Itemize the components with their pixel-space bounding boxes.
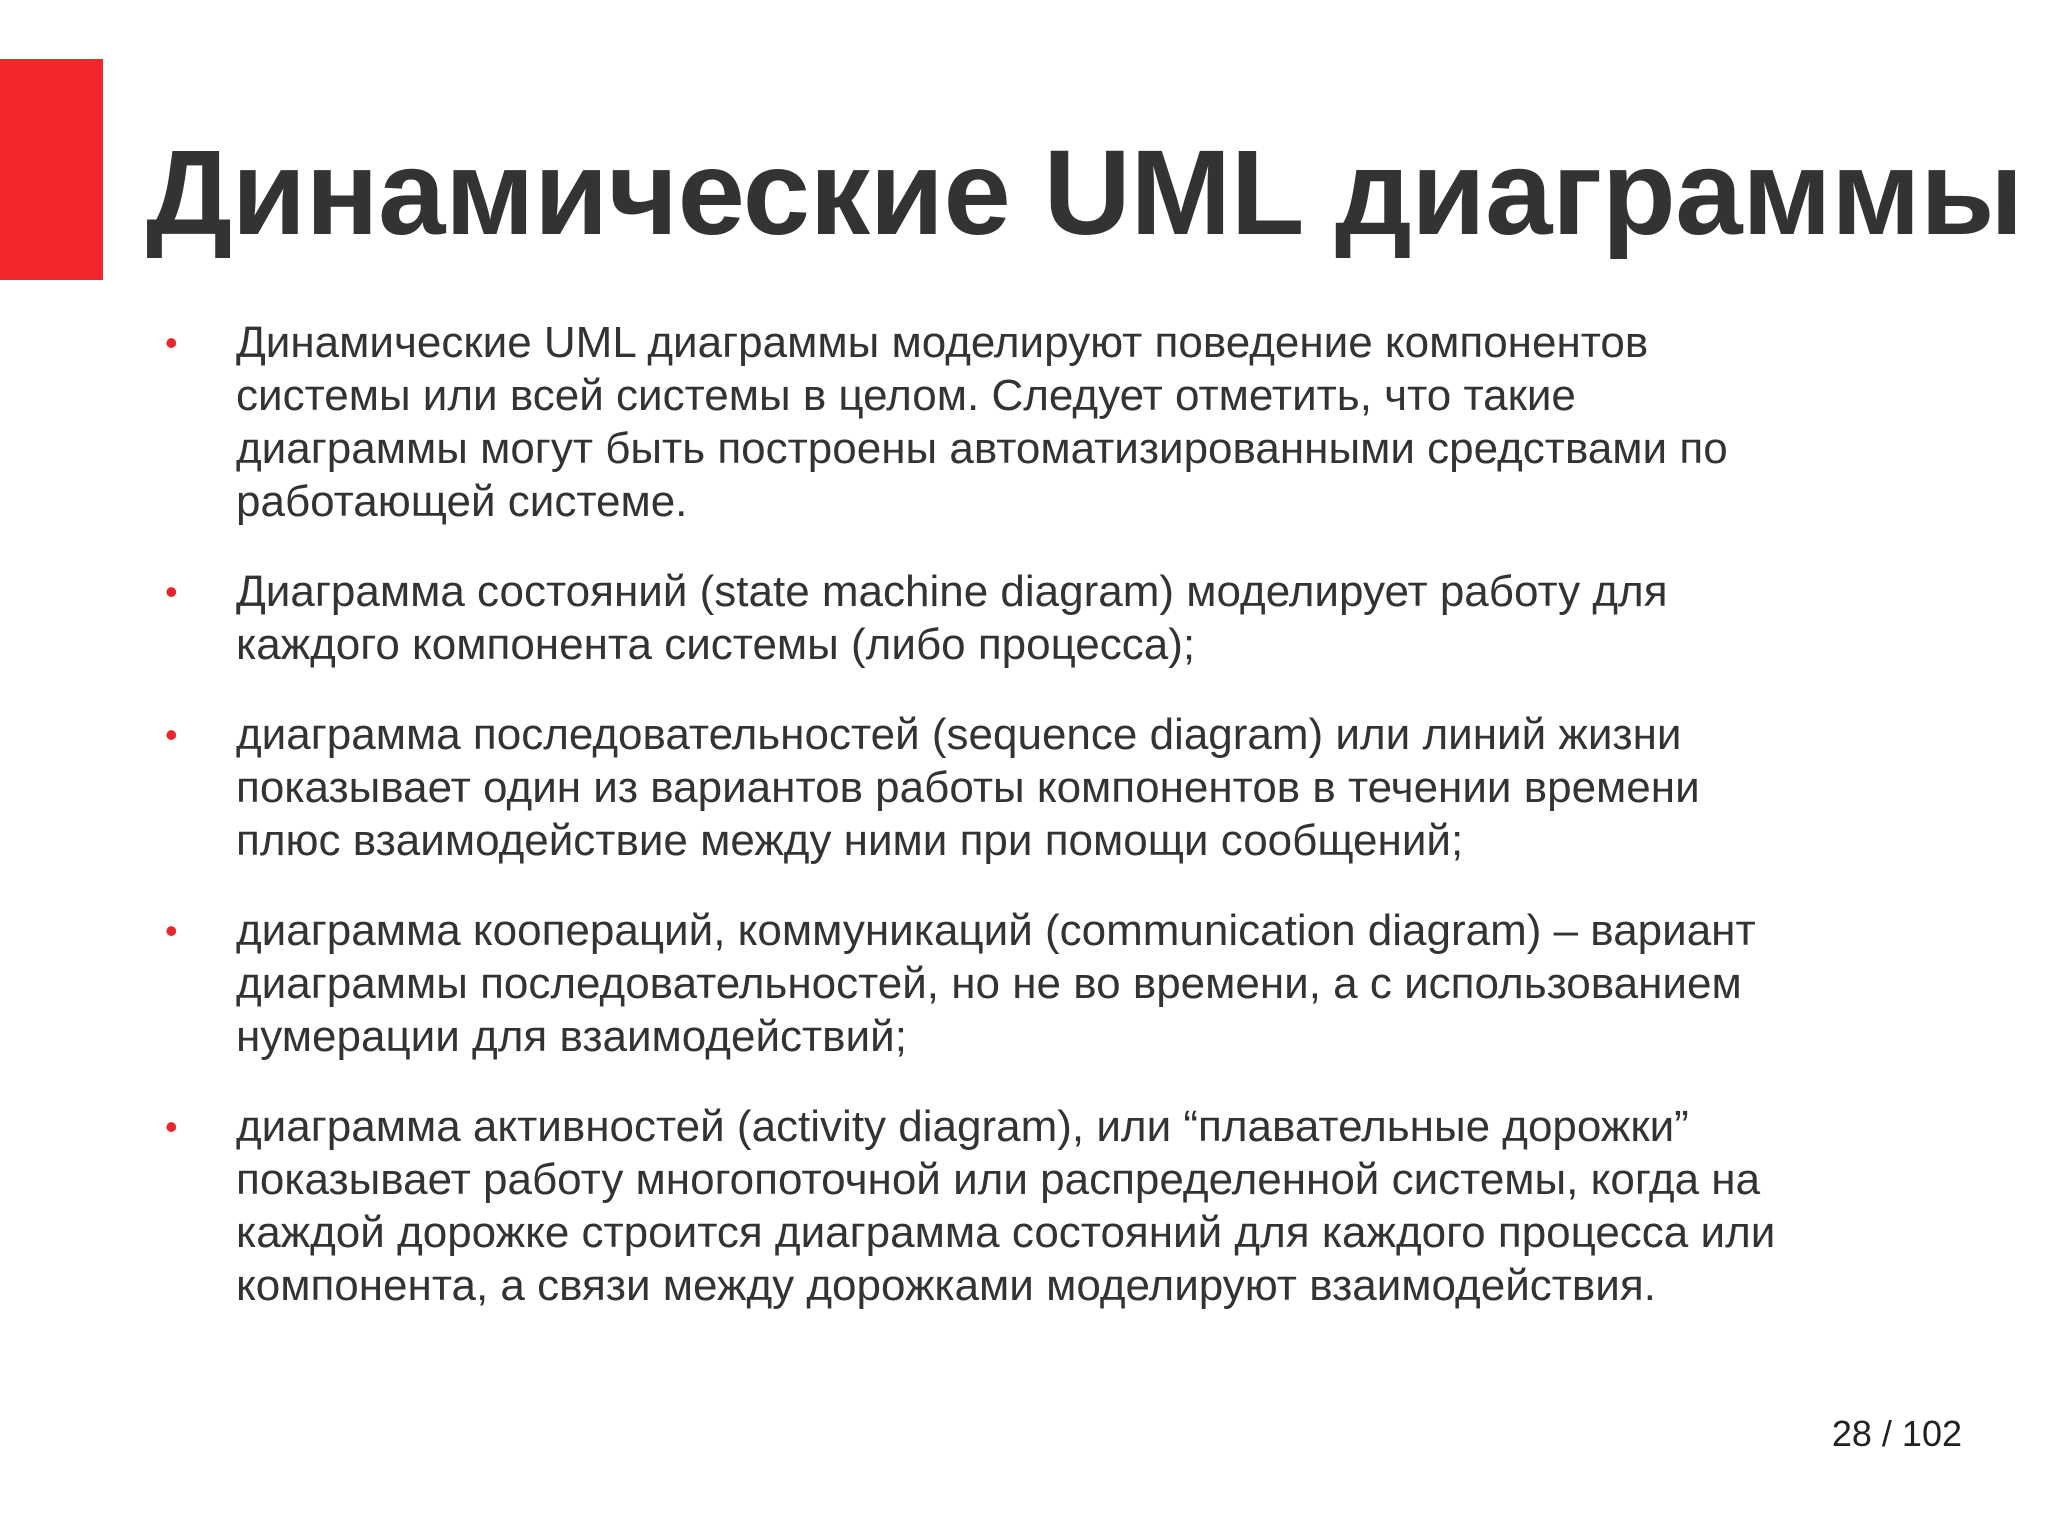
bullet-line: каждого компонента системы (либо процесса); <box>236 620 1196 669</box>
bullet-line: диаграмма активностей (activity diagram), или “плавательные дорожки” <box>236 1102 1689 1151</box>
bullet-item <box>0 316 2048 528</box>
bullet-dot-icon: • <box>165 910 178 951</box>
bullet-dot-icon: • <box>165 714 178 755</box>
bullet-line: диаграмма последовательностей (sequence diagram) или линий жизни <box>236 710 1682 759</box>
bullet-item <box>0 1100 2048 1312</box>
bullet-line: Динамические UML диаграммы моделируют поведение компонентов <box>236 318 1649 367</box>
slide-title: Динамические UML диаграммы <box>146 124 2023 260</box>
bullet-dot-icon: • <box>165 571 178 612</box>
bullet-line: диаграммы последовательностей, но не во времени, а с использованием <box>236 959 1742 1008</box>
bullet-line: системы или всей системы в целом. Следует отметить, что такие <box>236 371 1576 420</box>
bullet-line: компонента, а связи между дорожками моделируют взаимодействия. <box>236 1261 1656 1310</box>
bullet-dot-icon: • <box>165 1106 178 1147</box>
bullet-line: каждой дорожке строится диаграмма состояний для каждого процесса или <box>236 1208 1776 1257</box>
bullet-line: работающей системе. <box>236 477 688 526</box>
bullet-line: диаграмма коопераций, коммуникаций (communication diagram) – вариант <box>236 906 1756 955</box>
bullet-line: нумерации для взаимодействий; <box>236 1012 907 1061</box>
bullet-line: показывает работу многопоточной или распределенной системы, когда на <box>236 1155 1761 1204</box>
bullet-line: диаграммы могут быть построены автоматизированными средствами по <box>236 424 1728 473</box>
bullet-line: плюс взаимодействие между ними при помощи сообщений; <box>236 816 1464 865</box>
bullet-item <box>0 904 2048 1063</box>
bullet-line: показывает один из вариантов работы компонентов в течении времени <box>236 763 1700 812</box>
accent-bar <box>0 59 103 280</box>
bullet-line: Диаграмма состояний (state machine diagram) моделирует работу для <box>236 567 1668 616</box>
bullet-item <box>0 708 2048 867</box>
bullet-dot-icon: • <box>165 322 178 363</box>
bullet-list <box>0 316 2048 1349</box>
bullet-item <box>0 565 2048 671</box>
page-number: 28 / 102 <box>1831 1413 1962 1454</box>
